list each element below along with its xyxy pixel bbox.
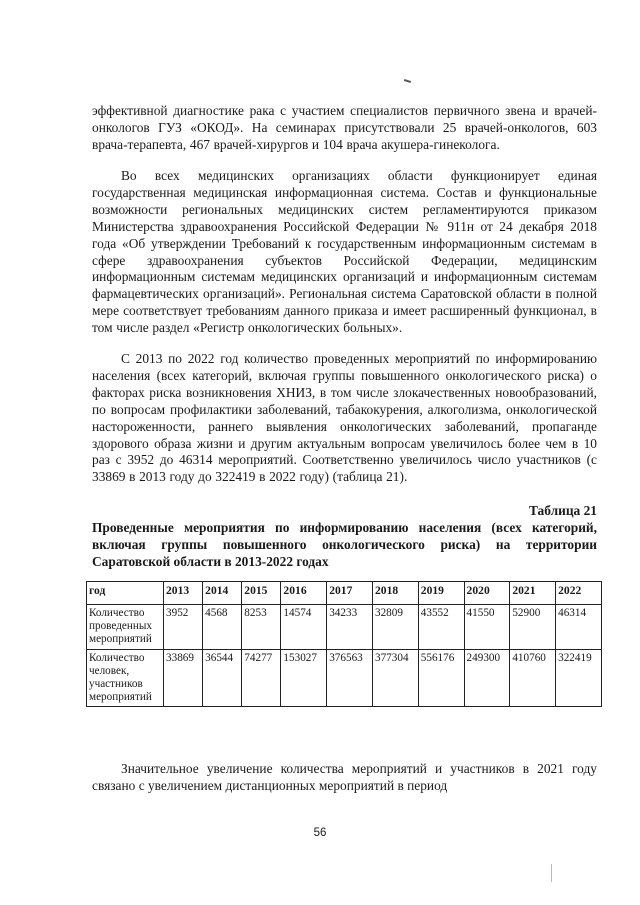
table-cell: 36544 <box>203 649 242 707</box>
table-cell: 153027 <box>281 649 327 707</box>
table-cell: 376563 <box>327 649 373 707</box>
header-cell: 2021 <box>510 582 556 605</box>
header-cell: 2020 <box>464 582 510 605</box>
header-cell: 2018 <box>372 582 418 605</box>
paragraph-seminars: эффективной диагностике рака с участием специалистов первичного звена и врачей-онкологов ГУЗ «ОКОД». На семинарах присутствовали 25 врачей-онкологов, 603 врача-терапевта, 467 врачей-хирургов и 104 врача акушера-гинеколога. <box>92 103 597 152</box>
table-row <box>87 649 602 707</box>
row-label: Количество человек, участников мероприятий <box>87 649 164 707</box>
scan-artifact <box>404 79 411 83</box>
table-cell: 33869 <box>164 649 203 707</box>
row-label: Количество проведенных мероприятий <box>87 605 164 650</box>
paragraph-events-growth: С 2013 по 2022 год количество проведенных мероприятий по информированию населения (всех категорий, включая группы повышенного онкологического риска) о факторах риска возникновения ХНИЗ, в том числе злокачественных новообразований, по вопросам профилактики заболеваний, табакокурения, алкоголизма, онкологической настороженности, раннего выявления онкологических заболеваний, пропаганде здорового образа жизни и другим актуальным вопросам увеличилось более чем в 10 раз с 3952 до 46314 мероприятий. Соответственно увеличилось число участников (с 33869 в 2013 году до 322419 в 2022 году) (таблица 21). <box>92 351 597 485</box>
table-cell: 8253 <box>242 605 281 650</box>
events-table <box>86 581 602 707</box>
table-cell: 410760 <box>510 649 556 707</box>
header-cell: год <box>87 582 164 605</box>
table-cell: 34233 <box>327 605 373 650</box>
header-cell: 2014 <box>203 582 242 605</box>
table-cell: 249300 <box>464 649 510 707</box>
table-row <box>87 605 602 650</box>
header-cell: 2013 <box>164 582 203 605</box>
header-cell: 2022 <box>556 582 602 605</box>
table-cell: 52900 <box>510 605 556 650</box>
table-title: Проведенные мероприятия по информированию населения (всех категорий, включая группы повышенного онкологического риска) на территории Саратовской области в 2013-2022 годах <box>92 520 597 569</box>
table-cell: 377304 <box>372 649 418 707</box>
header-cell: 2016 <box>281 582 327 605</box>
table-cell: 14574 <box>281 605 327 650</box>
table-cell: 43552 <box>418 605 464 650</box>
table-header-row <box>87 582 602 605</box>
page-number: 56 <box>313 827 327 839</box>
table-cell: 32809 <box>372 605 418 650</box>
header-cell: 2019 <box>418 582 464 605</box>
table-cell: 322419 <box>556 649 602 707</box>
table-cell: 46314 <box>556 605 602 650</box>
table-cell: 74277 <box>242 649 281 707</box>
header-cell: 2017 <box>327 582 373 605</box>
paragraph-information-system: Во всех медицинских организациях области функционирует единая государственная медицинская информационная система. Состав и функциональные возможности региональных медицинских систем регламентируются приказом Министерства здравоохранения Российской Федерации № 911н от 24 декабря 2018 года «Об утверждении Требований к государственным информационным системам в сфере здравоохранения субъектов Российской Федерации, медицинским информационным системам медицинских организаций и информационным системам фармацевтических организаций». Региональная система Саратовской области в полной мере соответствует требованиям данного приказа и имеет расширенный функционал, в том числе раздел «Регистр онкологических больных». <box>92 168 597 336</box>
table-cell: 556176 <box>418 649 464 707</box>
paragraph-conclusion: Значительное увеличение количества мероприятий и участников в 2021 году связано с увеличением дистанционных мероприятий в период <box>92 761 597 793</box>
table-cell: 41550 <box>464 605 510 650</box>
table-cell: 3952 <box>164 605 203 650</box>
scan-artifact-line <box>551 864 552 882</box>
header-cell: 2015 <box>242 582 281 605</box>
table-number: Таблица 21 <box>528 503 597 518</box>
table-cell: 4568 <box>203 605 242 650</box>
